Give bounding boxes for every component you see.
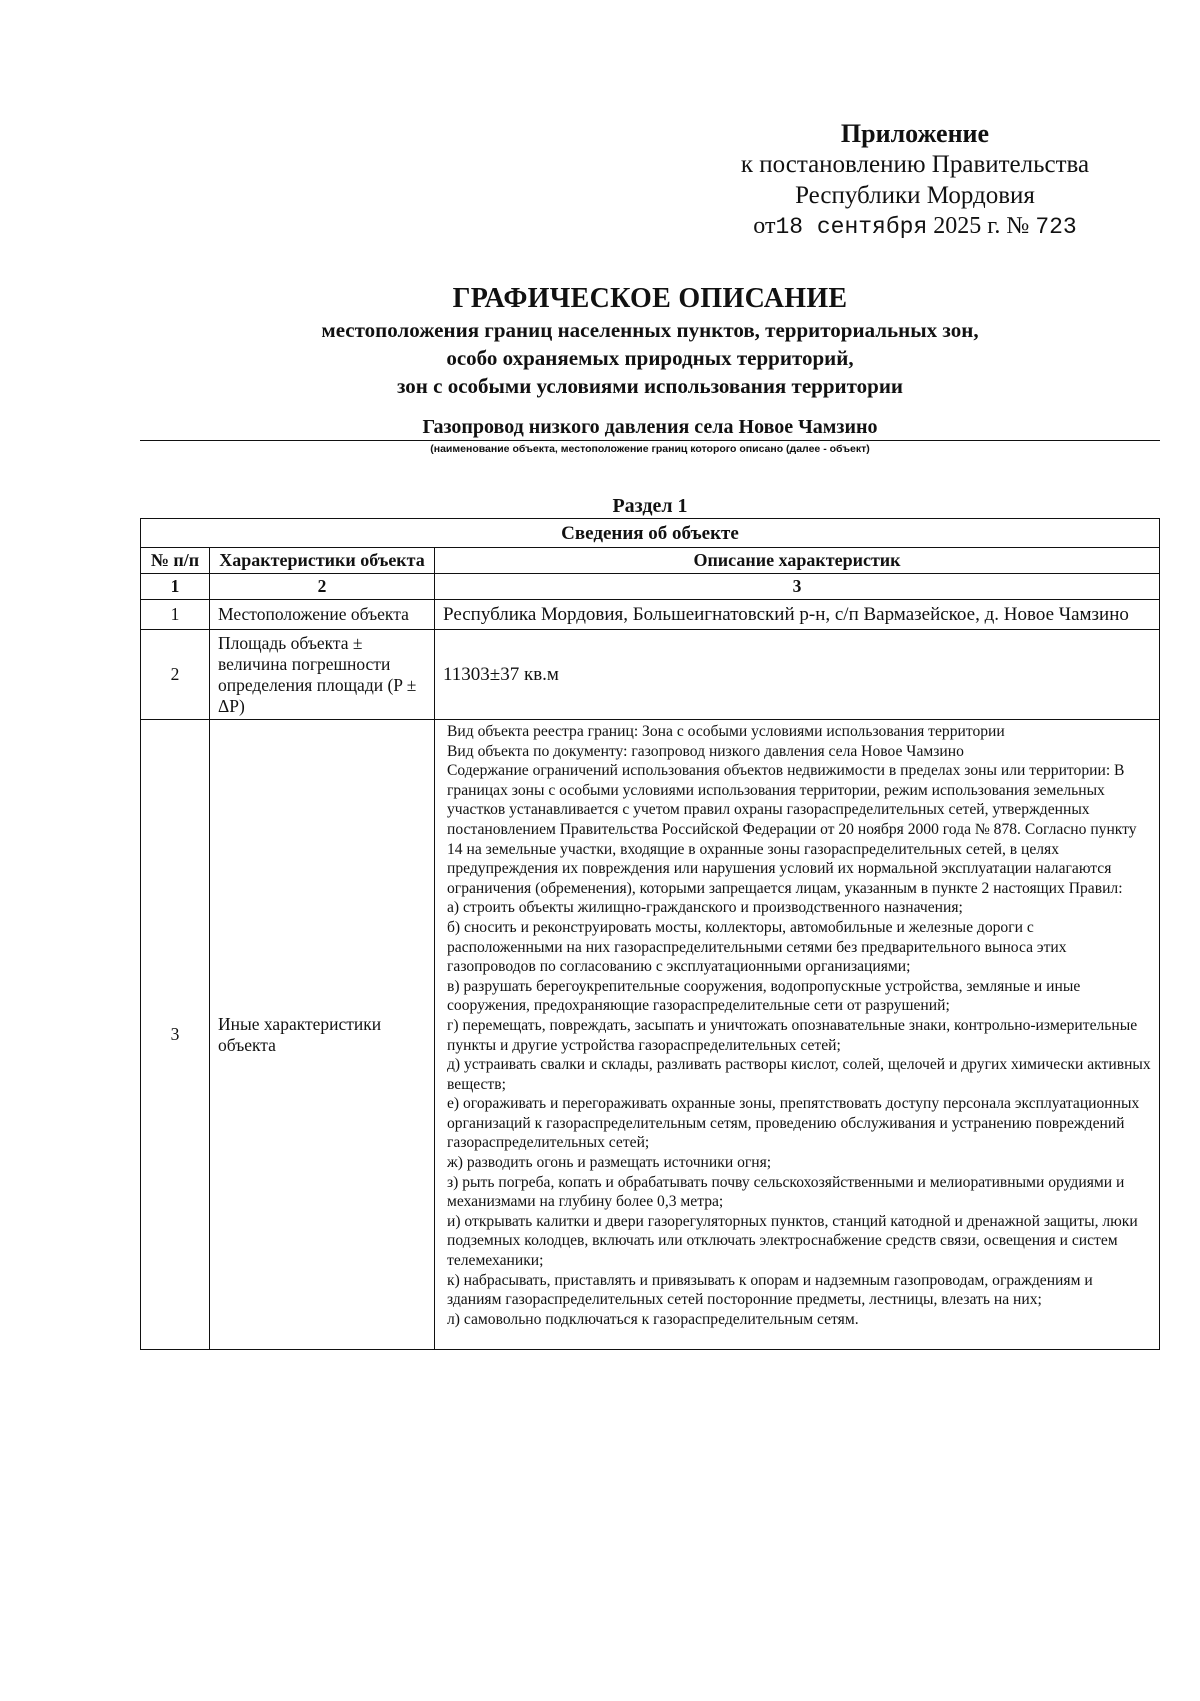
row-characteristic: Местоположение объекта (210, 600, 435, 630)
table-row (141, 720, 1160, 1350)
row-characteristic: Иные характеристики объекта (210, 720, 435, 1350)
table-row (141, 630, 1160, 720)
description-line: к) набрасывать, приставлять и привязывать к опорам и надземным газопроводам, ограждениям и зданиям газораспределительных сетей посторонние предметы, лестницы, влезать на них; (447, 1271, 1093, 1309)
description-line: г) перемещать, повреждать, засыпать и уничтожать опознавательные знаки, контрольно-измерительные пункты и другие устройства газораспределительных сетей; (447, 1016, 1138, 1054)
object-name: Газопровод низкого давления села Новое Чамзино (422, 416, 878, 438)
date-prefix: от (753, 213, 776, 239)
row-characteristic: Площадь объекта ± величина погрешности определения площади (P ± ΔP) (210, 630, 435, 720)
description-line: ж) разводить огонь и размещать источники огня; (447, 1154, 772, 1172)
description-line: Вид объекта реестра границ: Зона с особыми условиями использования территории (447, 723, 1005, 740)
object-name-underline (140, 440, 1160, 441)
table-header-row (141, 548, 1160, 574)
table-row (141, 600, 1160, 630)
row-value: 11303±37 кв.м (435, 630, 1160, 720)
date-text: 18 сентября (775, 214, 928, 240)
appendix-date-line (700, 211, 1130, 243)
description-line: д) устраивать свалки и склады, разливать растворы кислот, солей, щелочей и других химически активных веществ; (447, 1056, 1151, 1093)
description-line: Содержание ограничений использования объектов недвижимости в пределах зоны или территории: В границах зоны с особыми условиями использования территории, режим использования земельных участков устанавливается с учетом правил охраны газораспределительных сетей, утвержденных постановлением Правительства Российской Федерации от 20 ноября 2000 года № 878. Согласно пункту 14 на земельные участки, входящие в охранные зоны газораспределительных сетей, в целях предупреждения их повреждения или нарушения условий их нормальной эксплуатации налагаются ограничения (обременения), которыми запрещается лицам, указанным в пункте 2 настоящих Правил: (447, 762, 1137, 897)
appendix-block (700, 118, 1130, 243)
year-text: 2025 г. № (933, 213, 1030, 239)
description-line: Вид объекта по документу: газопровод низкого давления села Новое Чамзино (447, 742, 964, 760)
row-value: Республика Мордовия, Большеигнатовский р-н, с/п Вармазейское, д. Новое Чамзино (435, 600, 1160, 630)
header-characteristics: Характеристики объекта (210, 548, 435, 574)
description-line: з) рыть погреба, копать и обрабатывать почву сельскохозяйственными и мелиоративными орудиями и механизмами на глубину более 0,3 метра; (447, 1173, 1125, 1211)
description-line: е) огораживать и перегораживать охранные зоны, препятствовать доступу персонала эксплуатационных организаций к газораспределительным сетям, проведению обслуживания и устранению повреждений газораспределительных сетей; (447, 1095, 1140, 1152)
column-number: 2 (210, 574, 435, 600)
description-line: и) открывать калитки и двери газорегуляторных пунктов, станций катодной и дренажной защиты, люки подземных колодцев, включать или отключать электроснабжение средств связи, освещения и систем телемеханики; (447, 1212, 1138, 1270)
row-number: 2 (141, 630, 210, 720)
heading-line-2: особо охраняемых природных территорий, (446, 346, 854, 370)
row-number: 1 (141, 600, 210, 630)
section-title: Раздел 1 (612, 495, 688, 517)
object-info-table (140, 518, 1160, 1350)
description-line: б) сносить и реконструировать мосты, коллекторы, автомобильные и железные дороги с расположенными на них газораспределительными сетями без предварительного выноса этих газопроводов по согласованию с эксплуатационными организациями; (447, 918, 1067, 976)
row-description (435, 720, 1160, 1350)
header-number: № п/п (141, 548, 210, 574)
description-line: а) строить объекты жилищно-гражданского и производственного назначения; (447, 899, 963, 917)
appendix-title: Приложение (840, 119, 990, 148)
column-number: 1 (141, 574, 210, 600)
appendix-line-2: Республики Мордовия (795, 182, 1035, 209)
description-line: л) самовольно подключаться к газораспределительным сетям. (447, 1310, 859, 1328)
table-title: Сведения об объекте (141, 519, 1160, 548)
decree-number: 723 (1035, 214, 1077, 240)
column-number-row (141, 574, 1160, 600)
row-number: 3 (141, 720, 210, 1350)
object-caption: (наименование объекта, местоположение границ которого описано (далее - объект) (430, 443, 870, 455)
header-description: Описание характеристик (435, 548, 1160, 574)
heading-line-1: местоположения границ населенных пунктов, территориальных зон, (321, 318, 979, 342)
appendix-line-1: к постановлению Правительства (740, 151, 1090, 178)
document-title: ГРАФИЧЕСКОЕ ОПИСАНИЕ (452, 283, 848, 314)
heading-line-3: зон с особыми условиями использования территории (396, 374, 904, 398)
document-heading (140, 282, 1160, 400)
column-number: 3 (435, 574, 1160, 600)
description-line: в) разрушать берегоукрепительные сооружения, водопропускные устройства, земляные и иные сооружения, предохраняющие газораспределительные сети от разрушений; (447, 977, 1081, 1015)
